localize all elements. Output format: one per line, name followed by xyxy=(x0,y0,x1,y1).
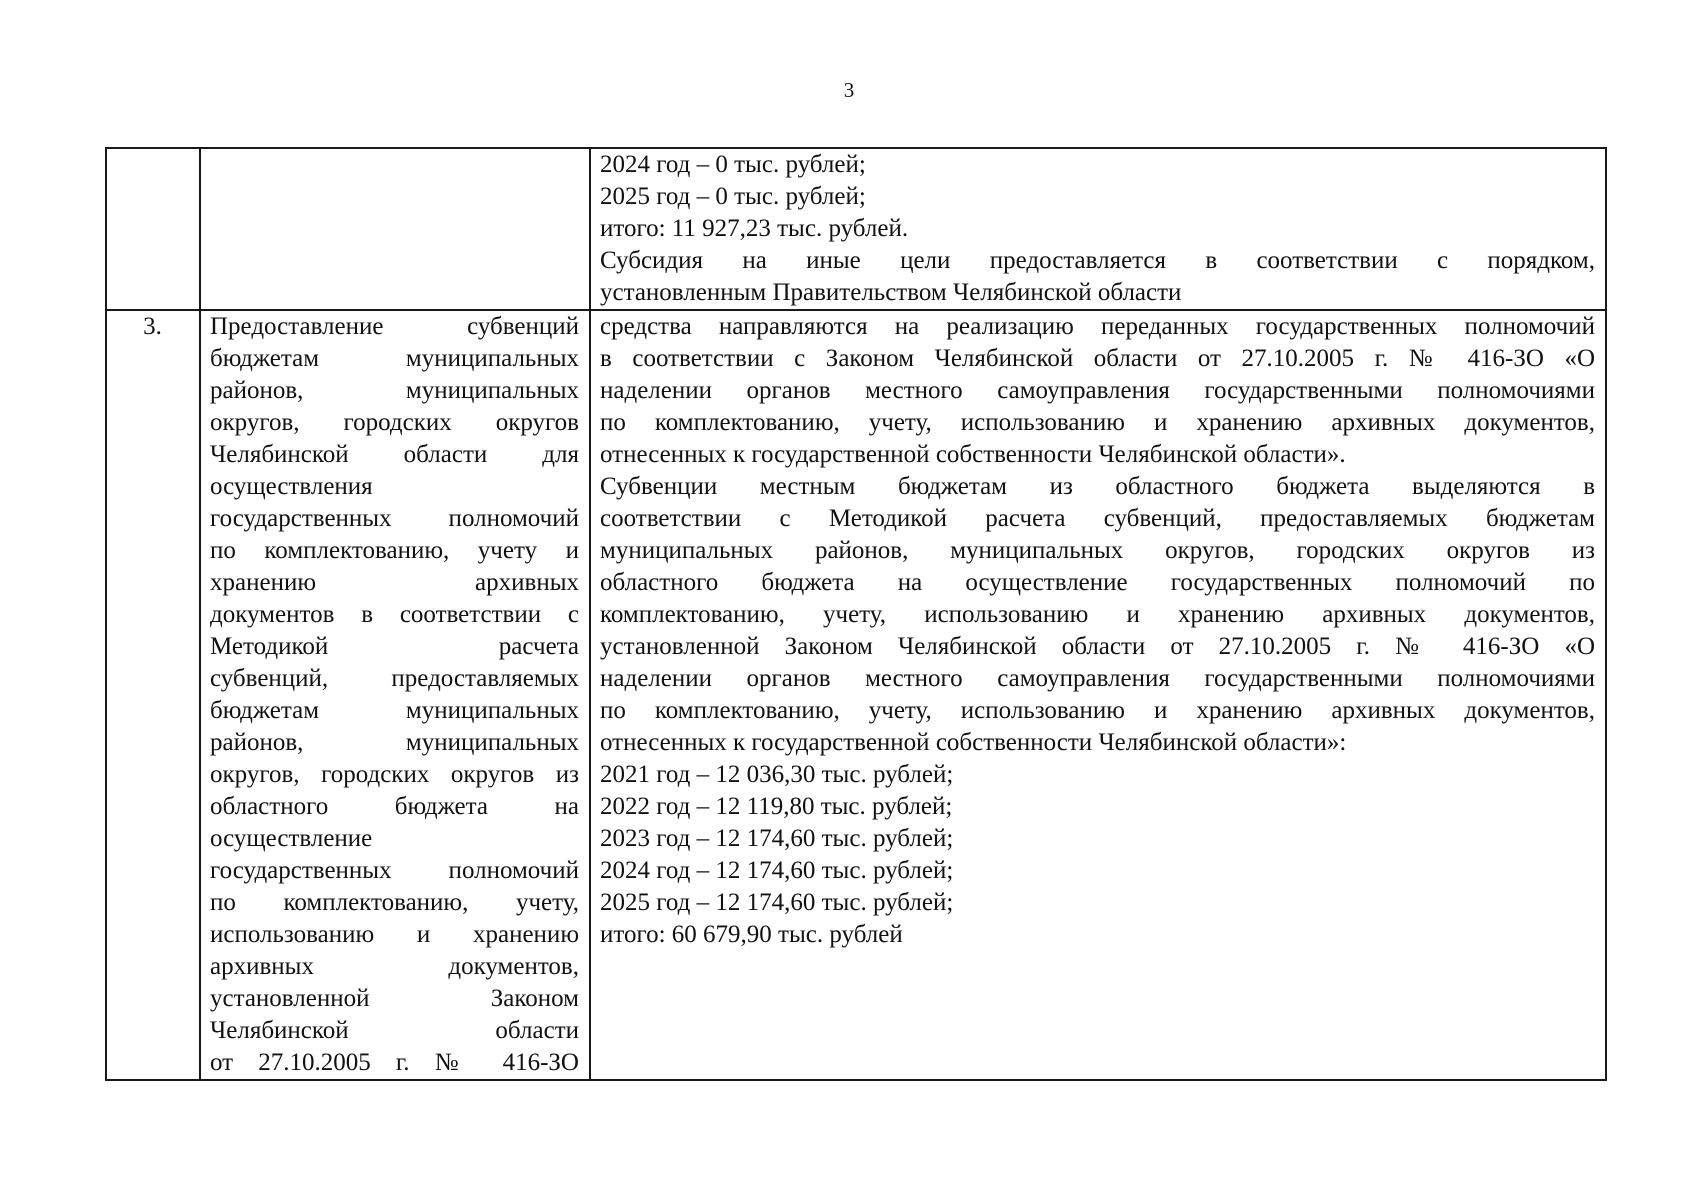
subsidy-note-line: установленным Правительством Челябинской области xyxy=(600,279,1182,306)
amount-line-total: итого: 60 679,90 тыс. рублей xyxy=(600,921,903,948)
name-line: субвенций, предоставляемых xyxy=(210,665,579,692)
name-line: государственных полномочий xyxy=(210,505,579,532)
name-line: округов, городских округов из xyxy=(210,761,579,788)
name-line: документов в соответствии с xyxy=(210,601,579,628)
description-line: отнесенных к государственной собственности Челябинской области»: xyxy=(600,729,1347,756)
name-line: Методикой расчета xyxy=(210,633,579,660)
row-description-cell xyxy=(590,310,1606,1080)
table-row-continued xyxy=(106,148,1606,310)
name-line: использованию и хранению xyxy=(210,921,579,948)
row-name-cell-empty xyxy=(200,148,590,310)
name-line: областного бюджета на xyxy=(210,793,579,820)
description-line: в соответствии с Законом Челябинской области от 27.10.2005 г. № 416-ЗО «О xyxy=(600,345,1595,372)
name-line: районов, муниципальных xyxy=(210,729,579,756)
name-line: Предоставление субвенций xyxy=(210,313,579,340)
description-line: соответствии с Методикой расчета субвенций, предоставляемых бюджетам xyxy=(600,505,1595,532)
row-description-cell xyxy=(590,148,1606,310)
amount-line-2023: 2023 год – 12 174,60 тыс. рублей; xyxy=(600,825,954,852)
page-number: 3 xyxy=(843,78,855,102)
name-line: по комплектованию, учету, xyxy=(210,889,579,916)
row-number: 3. xyxy=(106,310,200,1080)
table-row-3 xyxy=(106,310,1606,1080)
row-number-cell-empty xyxy=(106,148,200,310)
amount-line-2025: 2025 год – 0 тыс. рублей; xyxy=(600,183,866,210)
name-line: Челябинской области для xyxy=(210,441,579,468)
description-line: муниципальных районов, муниципальных округов, городских округов из xyxy=(600,537,1595,564)
name-line: районов, муниципальных xyxy=(210,377,579,404)
description-line: комплектованию, учету, использованию и хранению архивных документов, xyxy=(600,601,1595,628)
description-line: по комплектованию, учету, использованию и хранению архивных документов, xyxy=(600,409,1595,436)
description-line: средства направляются на реализацию переданных государственных полномочий xyxy=(600,313,1595,340)
row-name-cell xyxy=(200,310,590,1080)
name-line: бюджетам муниципальных xyxy=(210,697,579,724)
name-line: установленной Законом xyxy=(210,985,579,1012)
amount-line-total: итого: 11 927,23 тыс. рублей. xyxy=(600,215,909,242)
description-line: наделении органов местного самоуправления государственными полномочиями xyxy=(600,665,1595,692)
subsidy-note-line: Субсидия на иные цели предоставляется в соответствии с порядком, xyxy=(600,247,1595,274)
name-line: округов, городских округов xyxy=(210,409,579,436)
name-line: осуществления xyxy=(210,473,373,500)
amount-line-2024: 2024 год – 12 174,60 тыс. рублей; xyxy=(600,857,954,884)
budget-table xyxy=(105,147,1607,1081)
amount-line-2025: 2025 год – 12 174,60 тыс. рублей; xyxy=(600,889,954,916)
name-line: государственных полномочий xyxy=(210,857,579,884)
description-line: отнесенных к государственной собственности Челябинской области». xyxy=(600,441,1346,468)
name-line: бюджетам муниципальных xyxy=(210,345,579,372)
description-line: по комплектованию, учету, использованию и хранению архивных документов, xyxy=(600,697,1595,724)
amount-line-2022: 2022 год – 12 119,80 тыс. рублей; xyxy=(600,793,953,820)
name-line: по комплектованию, учету и xyxy=(210,537,579,564)
description-line: областного бюджета на осуществление государственных полномочий по xyxy=(600,569,1595,596)
amount-line-2024: 2024 год – 0 тыс. рублей; xyxy=(600,151,866,178)
name-line: осуществление xyxy=(210,825,373,852)
name-line: архивных документов, xyxy=(210,953,579,980)
amount-line-2021: 2021 год – 12 036,30 тыс. рублей; xyxy=(600,761,954,788)
description-line: Субвенции местным бюджетам из областного бюджета выделяются в xyxy=(600,473,1595,500)
description-line: наделении органов местного самоуправления государственными полномочиями xyxy=(600,377,1595,404)
description-line: установленной Законом Челябинской области от 27.10.2005 г. № 416-ЗО «О xyxy=(600,633,1595,660)
name-line: от 27.10.2005 г. № 416-ЗО xyxy=(210,1049,579,1076)
name-line: хранению архивных xyxy=(210,569,579,596)
name-line: Челябинской области xyxy=(210,1017,579,1044)
